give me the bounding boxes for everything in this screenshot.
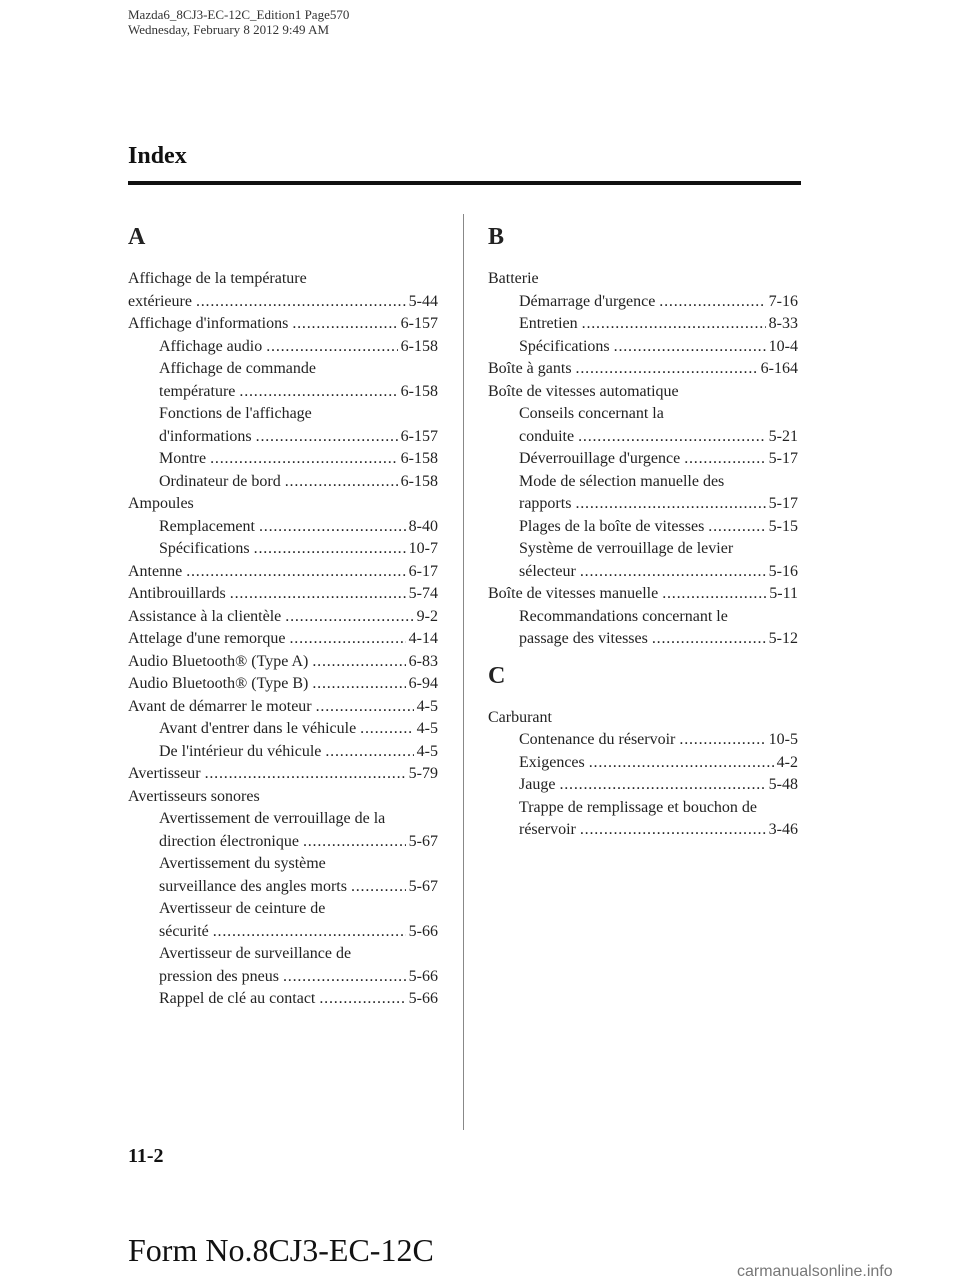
entry-text: Avertissement du système [159, 855, 326, 872]
entry-text: Antibrouillards [128, 585, 226, 602]
dot-leader [289, 628, 405, 651]
entry-page: 4-14 [408, 630, 438, 647]
entry-text: Affichage audio [159, 337, 263, 355]
entry-text: Audio Bluetooth® (Type B) [128, 675, 309, 692]
column-divider [463, 214, 464, 1130]
dot-leader [319, 988, 405, 1011]
entry-page: 6-157 [400, 427, 438, 445]
dot-leader [285, 471, 398, 494]
index-subentry [128, 471, 438, 494]
form-number: Form No.8CJ3-EC-12C [128, 1232, 434, 1268]
watermark: carmanualsonline.info [737, 1263, 893, 1280]
index-subentry [128, 358, 438, 403]
entry-page: 5-11 [769, 585, 798, 602]
index-subentry [128, 336, 438, 359]
index-subentry [128, 403, 438, 448]
entry-text: Remplacement [159, 517, 255, 535]
index-column-left [128, 222, 438, 1011]
print-header-line2: Wednesday, February 8 2012 9:49 AM [128, 22, 330, 37]
entry-text: sélecteur [519, 562, 576, 580]
entry-text: Carburant [488, 708, 552, 726]
dot-leader [559, 774, 765, 797]
section-letter-a: A [128, 224, 146, 250]
entry-text: pression des pneus [159, 967, 279, 985]
entry-page: 10-4 [768, 337, 798, 355]
entry-text: réservoir [519, 821, 576, 838]
entry-text: sécurité [159, 922, 209, 940]
dot-leader [213, 921, 406, 944]
page-number: 11-2 [128, 1145, 164, 1167]
dot-leader [708, 516, 765, 539]
dot-leader [580, 819, 766, 842]
entry-text: Audio Bluetooth® (Type A) [128, 652, 309, 670]
dot-leader [582, 313, 766, 336]
entry-text: extérieure [128, 292, 192, 310]
dot-leader [575, 493, 765, 516]
section-letter-c: C [488, 662, 506, 689]
dot-leader [614, 336, 766, 359]
entry-text: Avertisseurs sonores [128, 787, 260, 805]
entry-text: Montre [159, 450, 207, 467]
entry-page: 6-158 [400, 450, 438, 467]
dot-leader [303, 831, 406, 854]
entry-page: 10-7 [408, 540, 438, 557]
entry-text: température [159, 382, 236, 400]
index-subentry [488, 403, 798, 448]
entry-text: direction électronique [159, 832, 299, 850]
dot-leader [210, 448, 398, 471]
entry-page: 4-5 [416, 697, 438, 715]
dot-leader [360, 718, 414, 741]
entry-text: Assistance à la clientèle [128, 607, 282, 625]
entry-page: 5-17 [768, 495, 798, 512]
index-subentry [488, 336, 798, 359]
entry-text: Système de verrouillage de levier [519, 540, 734, 557]
index-entry [488, 707, 798, 730]
entry-page: 5-17 [768, 450, 798, 467]
index-column-right [488, 222, 798, 842]
index-subentry [128, 538, 438, 561]
entry-text: Plages de la boîte de vitesses [519, 517, 705, 535]
index-entry [128, 786, 438, 809]
index-entry [128, 673, 438, 696]
dot-leader [662, 583, 766, 606]
dot-leader [254, 538, 406, 561]
index-subentry [128, 943, 438, 988]
print-header [128, 7, 349, 37]
index-subentry [488, 774, 798, 797]
entry-text: Jauge [519, 776, 556, 793]
dot-leader [589, 752, 774, 775]
entry-text: Démarrage d'urgence [519, 292, 656, 310]
entry-page: 5-15 [768, 517, 798, 535]
entry-page: 6-17 [408, 562, 438, 580]
entry-text: Avertisseur de ceinture de [159, 900, 326, 917]
entry-text: Affichage d'informations [128, 315, 289, 332]
entry-text: Fonctions de l'affichage [159, 405, 312, 422]
dot-leader [684, 448, 765, 471]
dot-leader [659, 291, 765, 314]
entry-text: conduite [519, 427, 575, 445]
entry-page: 10-5 [768, 731, 798, 748]
dot-leader [256, 426, 398, 449]
dot-leader [205, 763, 406, 786]
dot-leader [186, 561, 405, 584]
index-subentry [128, 808, 438, 853]
entry-text: Boîte de vitesses manuelle [488, 585, 659, 602]
index-entry [128, 606, 438, 629]
index-subentry [488, 752, 798, 775]
entry-text: Mode de sélection manuelle des [519, 472, 725, 490]
dot-leader [679, 729, 765, 752]
index-subentry [128, 988, 438, 1011]
entry-page: 5-74 [408, 585, 438, 602]
entry-page: 7-16 [768, 292, 798, 310]
entry-text: Avant de démarrer le moteur [128, 697, 312, 715]
index-subentry [128, 853, 438, 898]
section-letter-b: B [488, 224, 505, 250]
entry-text: Spécifications [519, 337, 610, 355]
page-title: Index [128, 143, 187, 169]
dot-leader [580, 561, 766, 584]
index-subentry [488, 448, 798, 471]
dot-leader [285, 606, 413, 629]
entry-page: 6-94 [408, 675, 438, 692]
entry-page: 5-44 [408, 292, 438, 310]
entry-text: passage des vitesses [519, 630, 648, 647]
title-rule [128, 181, 801, 185]
index-entry [128, 651, 438, 674]
entry-page: 6-83 [408, 652, 438, 670]
entry-text: Trappe de remplissage et bouchon de [519, 798, 758, 816]
dot-leader [576, 358, 758, 381]
entry-page: 5-67 [408, 832, 438, 850]
index-subentry [488, 471, 798, 516]
entry-text: d'informations [159, 427, 252, 445]
index-entry [128, 696, 438, 719]
entry-text: Spécifications [159, 540, 250, 557]
entry-text: Antenne [128, 562, 183, 580]
dot-leader [292, 313, 397, 336]
dot-leader [578, 426, 766, 449]
index-entry [488, 583, 798, 606]
index-entry [128, 313, 438, 336]
entry-page: 5-66 [408, 967, 438, 985]
index-subentry [128, 516, 438, 539]
index-entry [488, 268, 798, 291]
entry-text: Affichage de commande [159, 360, 316, 377]
entry-text: De l'intérieur du véhicule [159, 742, 322, 760]
entry-page: 5-16 [768, 562, 798, 580]
dot-leader [259, 516, 406, 539]
entry-page: 4-5 [416, 720, 438, 737]
entry-page: 5-67 [408, 877, 438, 895]
entry-page: 6-157 [400, 315, 438, 332]
dot-leader [351, 876, 406, 899]
entry-page: 5-21 [768, 427, 798, 445]
entry-page: 4-5 [416, 742, 438, 760]
index-subentry [488, 606, 798, 651]
entry-text: Contenance du réservoir [519, 731, 676, 748]
dot-leader [312, 673, 405, 696]
dot-leader [325, 741, 413, 764]
entry-text: Conseils concernant la [519, 405, 664, 422]
entry-page: 6-158 [400, 472, 438, 490]
entry-text: Attelage d'une remorque [128, 630, 286, 647]
entry-page: 6-158 [400, 337, 438, 355]
dot-leader [196, 291, 406, 314]
print-header-line1: Mazda6_8CJ3-EC-12C_Edition1 Page570 [128, 7, 350, 22]
entry-text: Entretien [519, 315, 578, 332]
index-subentry [488, 291, 798, 314]
entry-text: Déverrouillage d'urgence [519, 450, 681, 467]
dot-leader [239, 381, 397, 404]
entry-text: Avertisseur de surveillance de [159, 945, 352, 962]
entry-text: Boîte à gants [488, 360, 572, 377]
entry-page: 6-158 [400, 382, 438, 400]
entry-text: Ampoules [128, 495, 194, 512]
index-subentry [488, 516, 798, 539]
index-subentry [128, 741, 438, 764]
entry-text: Exigences [519, 753, 585, 771]
dot-leader [312, 651, 405, 674]
entry-page: 5-66 [408, 990, 438, 1007]
index-entry [128, 763, 438, 786]
entry-text: Ordinateur de bord [159, 472, 281, 490]
entry-page: 6-164 [760, 360, 798, 377]
dot-leader [652, 628, 766, 651]
dot-leader [230, 583, 406, 606]
entry-text: Affichage de la température [128, 270, 307, 287]
index-subentry [128, 718, 438, 741]
index-subentry [488, 729, 798, 752]
index-entry [128, 493, 438, 516]
entry-page: 3-46 [768, 821, 798, 838]
index-entry [128, 628, 438, 651]
index-subentry [488, 538, 798, 583]
dot-leader [283, 966, 406, 989]
index-subentry [488, 797, 798, 842]
index-entry [488, 381, 798, 404]
index-entry [488, 358, 798, 381]
index-entry [128, 583, 438, 606]
entry-page: 5-79 [408, 765, 438, 782]
entry-text: Recommandations concernant le [519, 607, 728, 625]
entry-text: rapports [519, 495, 572, 512]
entry-text: Rappel de clé au contact [159, 990, 316, 1007]
entry-text: Batterie [488, 270, 539, 287]
entry-text: Boîte de vitesses automatique [488, 382, 679, 400]
dot-leader [266, 336, 397, 359]
entry-text: Avertisseur [128, 765, 201, 782]
entry-text: Avant d'entrer dans le véhicule [159, 720, 357, 737]
index-subentry [128, 898, 438, 943]
index-subentry [488, 313, 798, 336]
entry-page: 8-40 [408, 517, 438, 535]
index-subentry [128, 448, 438, 471]
index-entry [128, 268, 438, 313]
entry-text: Avertissement de verrouillage de la [159, 810, 386, 827]
entry-page: 5-48 [768, 776, 798, 793]
entry-text: surveillance des angles morts [159, 877, 347, 895]
dot-leader [316, 696, 414, 719]
index-entry [128, 561, 438, 584]
entry-page: 4-2 [776, 753, 798, 771]
entry-page: 8-33 [768, 315, 798, 332]
entry-page: 9-2 [416, 607, 438, 625]
entry-page: 5-66 [408, 922, 438, 940]
entry-page: 5-12 [768, 630, 798, 647]
